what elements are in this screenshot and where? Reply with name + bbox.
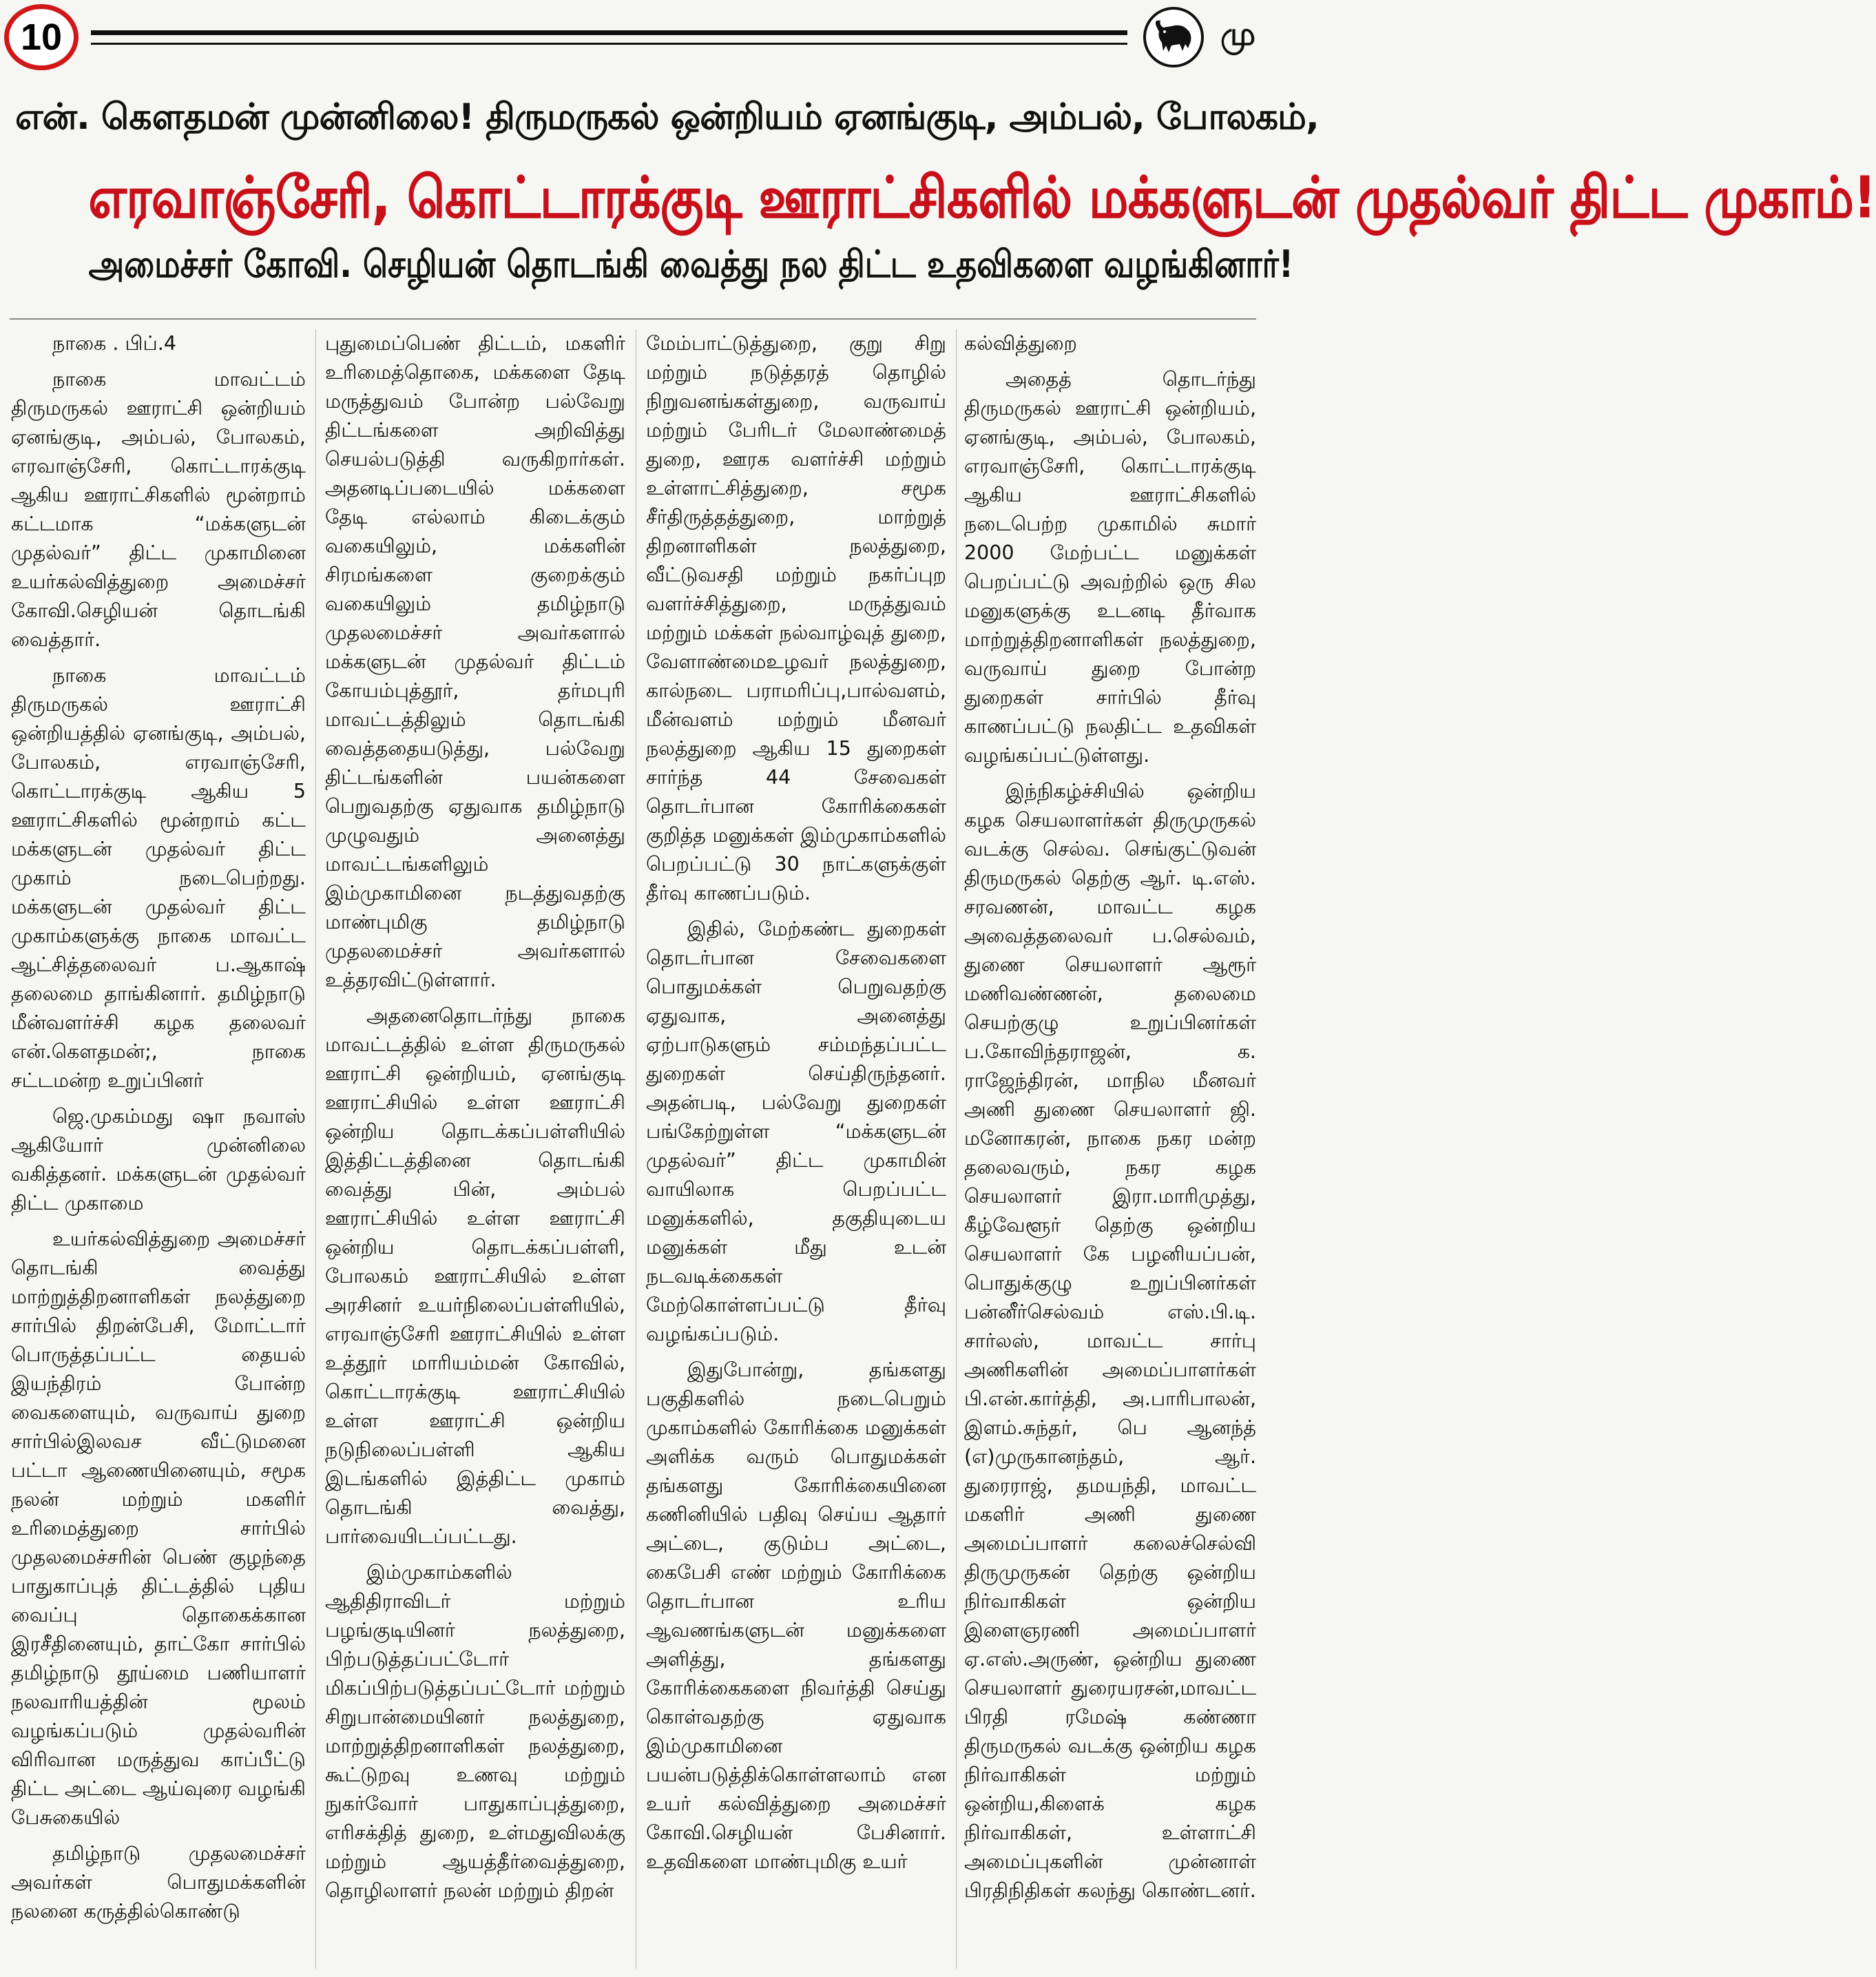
masthead-rule-thin <box>91 43 1127 45</box>
article-column-2 <box>325 329 625 1969</box>
page-number-badge <box>4 4 79 70</box>
article-paragraph: நாகை மாவட்டம் திருமருகல் ஊராட்சி ஒன்றியம் ஏனங்குடி, அம்பல், போலகம், எரவாஞ்சேரி, கொட்டாரக்குடி ஆகிய ஊராட்சிகளில் மூன்றாம் கட்டமாக “மக்களுடன் முதல்வர்” திட்ட முகாமினை உயர்கல்வித்துறை அமைச்சர் கோவி.செழியன் தொடங்கி வைத்தார். <box>11 368 306 651</box>
headline-divider <box>10 318 1256 320</box>
article-paragraph: அதனைதொடர்ந்து நாகை மாவட்டத்தில் உள்ள திருமருகல் ஊராட்சி ஒன்றியம், ஏனங்குடி ஊராட்சியில் உள்ள ஊராட்சி ஒன்றிய தொடக்கப்பள்ளியில் இத்திட்டத்தினை தொடங்கி வைத்து பின், அம்பல் ஊராட்சியில் உள்ள ஊராட்சி ஒன்றிய தொடக்கப்பள்ளி, போலகம் ஊராட்சியில் உள்ள அரசினர் உயர்நிலைப்பள்ளியில், எரவாஞ்சேரி ஊராட்சியில் உள்ள உத்தூர் மாரியம்மன் கோவில், கொட்டாரக்குடி ஊராட்சியில் உள்ள ஊராட்சி ஒன்றிய நடுநிலைப்பள்ளி ஆகிய இடங்களில் இத்திட்ட முகாம் தொடங்கி வைத்து, பார்வையிடப்பட்டது. <box>325 1004 625 1548</box>
article-dateline: நாகை . பிப்.4 <box>52 332 176 355</box>
column-divider <box>956 329 957 1969</box>
article-paragraph: நாகை மாவட்டம் திருமருகல் ஊராட்சி ஒன்றியத்தில் ஏனங்குடி, அம்பல், போலகம், எரவாஞ்சேரி, கொட்டாரக்குடி ஆகிய 5 ஊராட்சிகளில் மூன்றாம் கட்ட மக்களுடன் முதல்வர் திட்ட முகாம் நடைபெற்றது. மக்களுடன் முதல்வர் திட்ட முகாம்களுக்கு நாகை மாவட்ட ஆட்சித்தலைவர் ப.ஆகாஷ் தலைமை தாங்கினார். தமிழ்நாடு மீன்வளர்ச்சி கழக தலைவர் என்.கௌதமன்;, நாகை சட்டமன்ற உறுப்பினர் <box>11 664 306 1092</box>
article-column-4 <box>964 329 1256 1969</box>
article-headline: எரவாஞ்சேரி, கொட்டாரக்குடி ஊராட்சிகளில் மக்களுடன் முதல்வர் திட்ட முகாம்! <box>88 165 1876 231</box>
article-paragraph: இம்முகாம்களில் ஆதிதிராவிடர் மற்றும் பழங்குடியினர் நலத்துறை, பிற்படுத்தப்பட்டோர் மிகப்பிற்படுத்தப்பட்டோர் மற்றும் சிறுபான்மையினர் நலத்துறை, மாற்றுத்திறனாளிகள் நலத்துறை, கூட்டுறவு உணவு மற்றும் நுகர்வோர் பாதுகாப்புத்துறை, எரிசக்தித் துறை, உள்மதுவிலக்கு மற்றும் ஆயத்தீர்வைத்துறை, தொழிலாளர் நலன் மற்றும் திறன் <box>325 1561 625 1902</box>
masthead-label: மு <box>1220 15 1256 52</box>
article-paragraph: இதில், மேற்கண்ட துறைகள் தொடர்பான சேவைகளை பொதுமக்கள் பெறுவதற்கு ஏதுவாக, அனைத்து ஏற்பாடுகளும் சம்மந்தப்பட்ட துறைகள் செய்திருந்தனர். அதன்படி, பல்வேறு துறைகள் பங்கேற்றுள்ள “மக்களுடன் முதல்வர்” திட்ட முகாமின் வாயிலாக பெறப்பட்ட மனுக்களில், தகுதியுடைய மனுக்கள் மீது உடன் நடவடிக்கைகள் மேற்கொள்ளப்பட்டு தீர்வு வழங்கப்படும். <box>646 918 946 1345</box>
bull-logo-graphic <box>1151 17 1196 58</box>
article-paragraph: அதைத் தொடர்ந்து திருமருகல் ஊராட்சி ஒன்றியம், ஏனங்குடி, அம்பல், போலகம், எரவாஞ்சேரி, கொட்டாரக்குடி ஆகிய ஊராட்சிகளில் நடைபெற்ற முகாமில் சுமார் 2000 மேற்பட்ட மனுக்கள் பெறப்பட்டு அவற்றில் ஒரு சில மனுகளுக்கு உடனடி தீர்வாக மாற்றுத்திறனாளிகள் நலத்துறை, வருவாய் துறை போன்ற துறைகள் சார்பில் தீர்வு காணப்பட்டு நலதிட்ட உதவிகள் வழங்கப்பட்டுள்ளது. <box>964 368 1256 767</box>
masthead-rule-thick <box>91 30 1127 35</box>
article-column-1 <box>11 329 306 1969</box>
page-number: 10 <box>20 17 63 58</box>
article-paragraph: ஜெ.முகம்மது ஷா நவாஸ் ஆகியோர் முன்னிலை வகித்தனர். மக்களுடன் முதல்வர் திட்ட முகாமை <box>11 1105 306 1214</box>
article-paragraph: உயர்கல்வித்துறை அமைச்சர் தொடங்கி வைத்து மாற்றுத்திறனாளிகள் நலத்துறை சார்பில் திறன்பேசி, மோட்டார் பொருத்தப்பட்ட தையல் இயந்திரம் போன்ற வைகளையும், வருவாய் துறை சார்பில்இலவச வீட்டுமனை பட்டா ஆணையினையும், சமூக நலன் மற்றும் மகளிர் உரிமைத்துறை சார்பில் முதலமைச்சரின் பெண் குழந்தை பாதுகாப்புத் திட்டத்தில் புதிய வைப்பு தொகைக்கான இரசீதினையும், தாட்கோ சார்பில் தமிழ்நாடு தூய்மை பணியாளர் நலவாரியத்தின் மூலம் வழங்கப்படும் முதல்வரின் விரிவான மருத்துவ காப்பீட்டு திட்ட அட்டை ஆய்வுரை வழங்கி பேசுகையில் <box>11 1228 306 1829</box>
column-divider <box>315 329 316 1969</box>
article-paragraph: கல்வித்துறை <box>964 332 1077 355</box>
article-paragraph: இந்நிகழ்ச்சியில் ஒன்றிய கழக செயலாளர்கள் திருமுருகல் வடக்கு செல்வ. செங்குட்டுவன் திருமருகல் தெற்கு ஆர். டி.எஸ். சரவணன், மாவட்ட கழக அவைத்தலைவர் ப.செல்வம், துணை செயலாளர் ஆரூர் மணிவண்ணன், தலைமை செயற்குழு உறுப்பினர்கள் ப.கோவிந்தராஜன், க. ராஜேந்திரன், மாநில மீனவர் அணி துணை செயலாளர் ஜி. மனோகரன், நாகை நகர மன்ற தலைவரும், நகர கழக செயலாளர் இரா.மாரிமுத்து, கீழ்வேளூர் தெற்கு ஒன்றிய செயலாளர் கே பழனியப்பன், பொதுக்குழு உறுப்பினர்கள் பன்னீர்செல்வம் எஸ்.பி.டி. சார்லஸ், மாவட்ட சார்பு அணிகளின் அமைப்பாளர்கள் பி.என்.கார்த்தி, அ.பாரிபாலன், இளம்.சுந்தர், பெ ஆனந்த் (எ)முருகானந்தம், ஆர். துரைராஜ், தமயந்தி, மாவட்ட மகளிர் அணி துணை அமைப்பாளர் கலைச்செல்வி திருமுருகன் தெற்கு ஒன்றிய நிர்வாகிகள் ஒன்றிய இளைஞரணி அமைப்பாளர் ஏ.எஸ்.அருண், ஒன்றிய துணை செயலாளர் துரையரசன்,மாவட்ட பிரதி ரமேஷ் கண்ணா திருமருகல் வடக்கு ஒன்றிய கழக நிர்வாகிகள் மற்றும் ஒன்றிய,கிளைக் கழக நிர்வாகிகள், உள்ளாட்சி அமைப்புகளின் முன்னாள் பிரதிநிதிகள் கலந்து கொண்டனர். <box>964 780 1256 1902</box>
article-kicker: என். கௌதமன் முன்னிலை! திருமருகல் ஒன்றியம் ஏனங்குடி, அம்பல், போலகம், <box>15 96 1319 138</box>
article-paragraph: தமிழ்நாடு முதலமைச்சர் அவர்கள் பொதுமக்களின் நலனை கருத்தில்கொண்டு <box>11 1842 306 1923</box>
masthead <box>0 0 1266 83</box>
bull-logo-icon <box>1143 7 1204 68</box>
article-paragraph: இதுபோன்று, தங்களது பகுதிகளில் நடைபெறும் முகாம்களில் கோரிக்கை மனுக்கள் அளிக்க வரும் பொதுமக்கள் தங்களது கோரிக்கையினை கணினியில் பதிவு செய்ய ஆதார் அட்டை, குடும்ப அட்டை, கைபேசி எண் மற்றும் கோரிக்கை தொடர்பான உரிய ஆவணங்களுடன் மனுக்களை அளித்து, தங்களது கோரிக்கைகளை நிவர்த்தி செய்து கொள்வதற்கு ஏதுவாக இம்முகாமினை பயன்படுத்திக்கொள்ளலாம் என உயர் கல்வித்துறை அமைச்சர் கோவி.செழியன் பேசினார். உதவிகளை மாண்புமிகு உயர் <box>646 1358 946 1873</box>
article-subheadline: அமைச்சர் கோவி. செழியன் தொடங்கி வைத்து நல திட்ட உதவிகளை வழங்கினார்! <box>88 242 1294 286</box>
article-paragraph: புதுமைப்பெண் திட்டம், மகளிர் உரிமைத்தொகை, மக்களை தேடி மருத்துவம் போன்ற பல்வேறு திட்டங்களை அறிவித்து செயல்படுத்தி வருகிறார்கள். அதனடிப்படையில் மக்களை தேடி எல்லாம் கிடைக்கும் வகையிலும், மக்களின் சிரமங்களை குறைக்கும் வகையிலும் தமிழ்நாடு முதலமைச்சர் அவர்களால் மக்களுடன் முதல்வர் திட்டம் கோயம்புத்தூர், தர்மபுரி மாவட்டத்திலும் தொடங்கி வைத்ததையடுத்து, பல்வேறு திட்டங்களின் பயன்களை பெறுவதற்கு ஏதுவாக தமிழ்நாடு முழுவதும் அனைத்து மாவட்டங்களிலும் இம்முகாமினை நடத்துவதற்கு மாண்புமிகு தமிழ்நாடு முதலமைச்சர் அவர்களால் உத்தரவிட்டுள்ளார். <box>325 332 625 991</box>
article-paragraph: மேம்பாட்டுத்துறை, குறு சிறு மற்றும் நடுத்தரத் தொழில் நிறுவனங்கள்துறை, வருவாய் மற்றும் பேரிடர் மேலாண்மைத் துறை, ஊரக வளர்ச்சி மற்றும் உள்ளாட்சித்துறை, சமூக சீர்திருத்தத்துறை, மாற்றுத் திறனாளிகள் நலத்துறை, வீட்டுவசதி மற்றும் நகர்ப்புற வளர்ச்சித்துறை, மருத்துவம் மற்றும் மக்கள் நல்வாழ்வுத் துறை, வேளாண்மைஉழவர் நலத்துறை, கால்நடை பராமரிப்பு,பால்வளம், மீன்வளம் மற்றும் மீனவர் நலத்துறை ஆகிய 15 துறைகள் சார்ந்த 44 சேவைகள் தொடர்பான கோரிக்கைகள் குறித்த மனுக்கள் இம்முகாம்களில் பெறப்பட்டு 30 நாட்களுக்குள் தீர்வு காணப்படும். <box>646 332 946 904</box>
article-column-3 <box>646 329 946 1969</box>
